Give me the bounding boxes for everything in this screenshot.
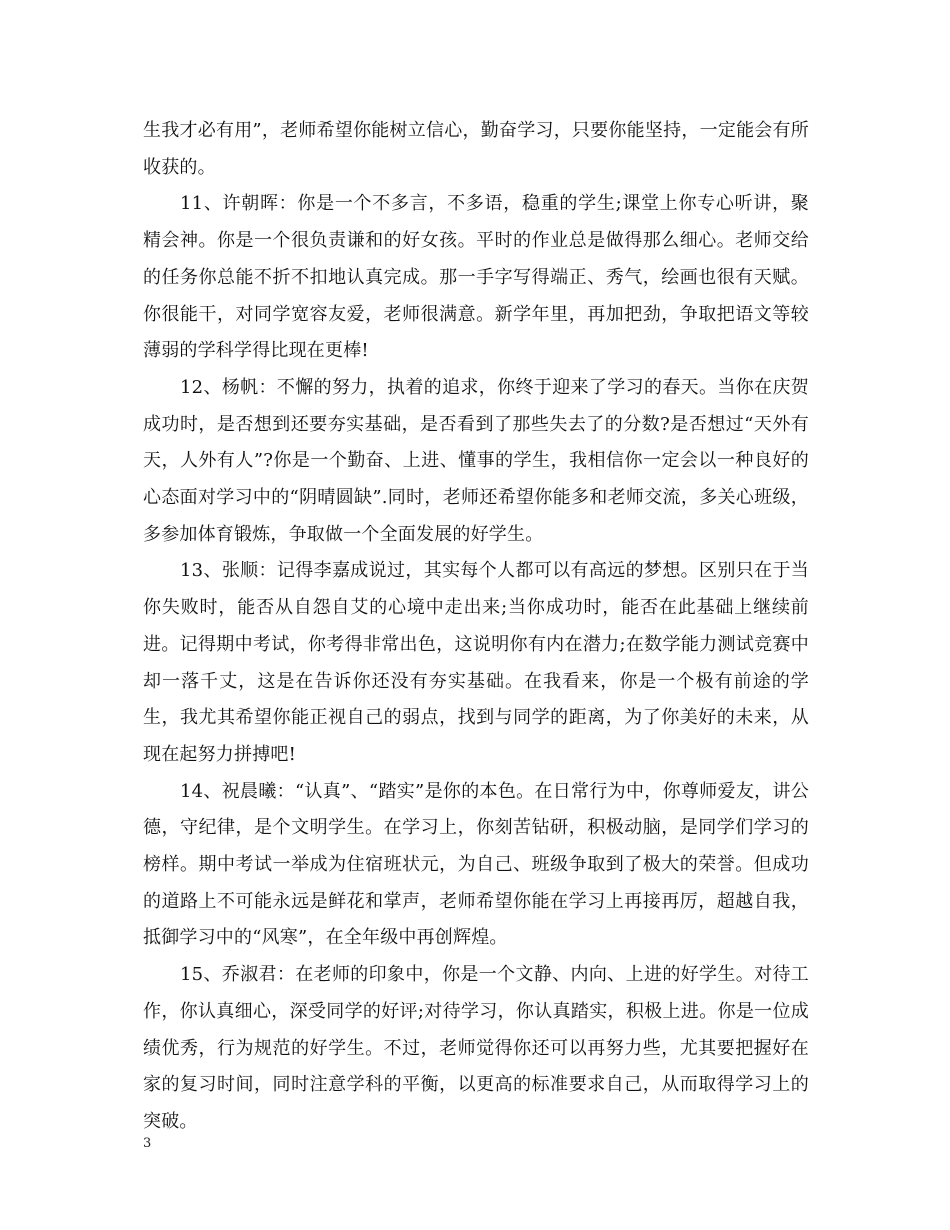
document-body: [143, 113, 809, 1141]
paragraph-comment-14: 14、祝晨曦：“认真”、“踏实”是你的本色。在日常行为中，你尊师爱友，讲公德，守纪律，是个文明学生。在学习上，你刻苦钻研，积极动脑，是同学们学习的榜样。期中考试一举成为住宿班状元，为自己、班级争取到了极大的荣誉。但成功的道路上不可能永远是鲜花和掌声，老师希望你能在学习上再接再厉，超越自我，抵御学习中的“风寒”，在全年级中再创辉煌。: [143, 780, 809, 949]
paragraph-comment-12: 12、杨帆：不懈的努力，执着的追求，你终于迎来了学习的春天。当你在庆贺成功时，是否想到还要夯实基础，是否看到了那些失去了的分数?是否想过“天外有天，人外有人”?你是一个勤奋、上进、懂事的学生，我相信你一定会以一种良好的心态面对学习中的“阴晴圆缺”.同时，老师还希望你能多和老师交流，多关心班级，多参加体育锻炼，争取做一个全面发展的好学生。: [143, 376, 809, 545]
paragraph-comment-15: 15、乔淑君：在老师的印象中，你是一个文静、内向、上进的好学生。对待工作，你认真细心，深受同学的好评;对待学习，你认真踏实，积极上进。你是一位成绩优秀，行为规范的好学生。不过，老师觉得你还可以再努力些，尤其要把握好在家的复习时间，同时注意学科的平衡，以更高的标准要求自己，从而取得学习上的突破。: [143, 964, 809, 1132]
page-number: 3: [143, 1136, 152, 1151]
paragraph-comment-13: 13、张顺：记得李嘉成说过，其实每个人都可以有高远的梦想。区别只在于当你失败时，能否从自怨自艾的心境中走出来;当你成功时，能否在此基础上继续前进。记得期中考试，你考得非常出色，这说明你有内在潜力;在数学能力测试竞赛中却一落千丈，这是在告诉你还没有夯实基础。在我看来，你是一个极有前途的学生，我尤其希望你能正视自己的弱点，找到与同学的距离，为了你美好的未来，从现在起努力拼搏吧!: [143, 560, 809, 765]
paragraph-comment-11: 11、许朝晖：你是一个不多言，不多语，稳重的学生;课堂上你专心听讲，聚精会神。你是一个很负责谦和的好女孩。平时的作业总是做得那么细心。老师交给的任务你总能不折不扣地认真完成。那一手字写得端正、秀气，绘画也很有天赋。你很能干，对同学宽容友爱，老师很满意。新学年里，再加把劲，争取把语文等较薄弱的学科学得比现在更棒!: [143, 193, 809, 362]
paragraph-continuation: 生我才必有用”，老师希望你能树立信心，勤奋学习，只要你能坚持，一定能会有所收获的。: [143, 120, 809, 178]
